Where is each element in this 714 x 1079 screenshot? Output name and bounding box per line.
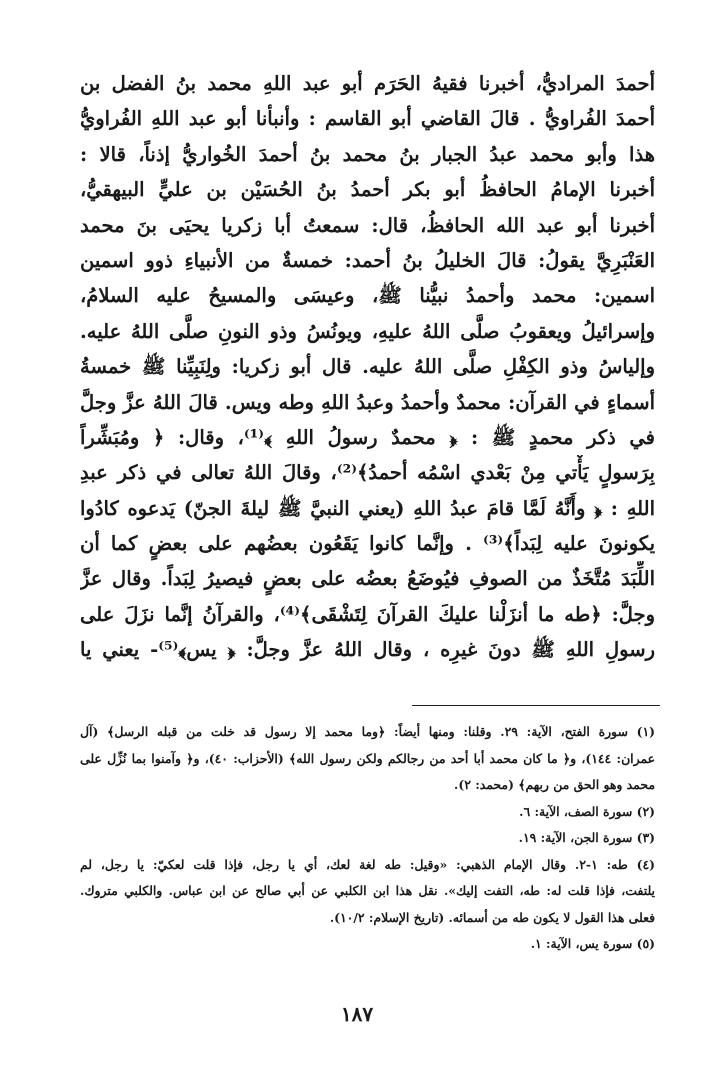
text-line: يكونونَ عليه لِبَداً﴾⁽³⁾ . وإنَّما كانوا يَقَعُون بعضُهم على بعضٍ كما أن <box>80 532 655 556</box>
text-line: أحمدَ المراديُّ، أخبرنا فقيهُ الحَرَم أبو عبد اللهِ محمد بنُ الفضل بن <box>80 72 655 95</box>
text-line: أسماءٍ في القرآن: محمدٌ وأحمدُ وعبدُ اللهِ وطه ويس. قالَ اللهُ عزَّ وجلَّ <box>80 390 655 414</box>
text-line: بِرَسولٍ يَأْتي مِنْ بَعْدي اسْمُه أحمدُ﴾⁽²⁾، وقالَ اللهُ تعالى في ذكر عبدِ <box>80 461 655 485</box>
text-line: وإسرائيلُ ويعقوبُ صلَّى اللهُ عليهِ، ويونُسُ وذو النونِ صلَّى اللهُ عليه. <box>80 319 655 343</box>
text-line: وجلَّ: ﴿طه ما أنزَلْنا عليكَ القرآنَ لِتَشْقَى﴾⁽⁴⁾، والقرآنُ إنَّما نزَلَ على <box>80 602 655 626</box>
text-line: هذا وأبو محمد عبدُ الجبار بنُ محمد بنُ أحمدَ الخُواريُّ إذناً، قالا : <box>80 142 655 166</box>
footnotes <box>80 719 655 958</box>
footnote-line: (٥) سورة يس، الآية: ١. <box>530 936 655 951</box>
footnote-divider <box>412 705 660 706</box>
text-line: رسولِ اللهِ ﷺ دونَ غيرِه ، وقال اللهُ عزَّ وجلَّ: ﴿ يس﴾⁽⁵⁾- يعني يا <box>80 638 655 662</box>
footnote-line: (١) سورة الفتح، الآية: ٢٩. وقلنا: ومنها أيضاً: ﴿وما محمد إلا رسول قد خلت من قبله الرسل﴾ (آل <box>80 724 655 739</box>
text-line: العَنْبَرِيَّ يقولُ: قالَ الخليلُ بنُ أحمد: خمسةٌ من الأنبياءِ ذوو اسمين <box>80 248 655 272</box>
main-text <box>80 66 655 668</box>
text-line: في ذكر محمدٍ ﷺ : ﴿ محمدٌ رسولُ اللهِ ﴾⁽¹⁾، وقال: ﴿ ومُبَشِّراً <box>80 425 655 449</box>
text-line: اللهِ : ﴿ وأَنَّهُ لَمَّا قامَ عبدُ اللهِ (يعني النبيَّ ﷺ ليلةَ الجنّ) يَدعوه كادُوا <box>80 496 655 520</box>
text-line: أخبرنا أبو عبد الله الحافظُ، قال: سمعتُ أبا زكريا يحيَى بنَ محمد <box>80 213 655 237</box>
text-line: اسمين: محمد وأحمدُ نبيُّنا ﷺ، وعيسَى والمسيحُ عليه السلامُ، <box>80 284 655 308</box>
page-number: ١٨٧ <box>340 1002 374 1026</box>
footnote-line: (٣) سورة الجن، الآية: ١٩. <box>518 830 655 845</box>
text-line: وإلياسُ وذو الكِفْلِ صلَّى اللهُ عليه. قال أبو زكريا: ولِنَبِيِّنا ﷺ خمسةُ <box>80 355 655 379</box>
text-line: اللِّبَدَ مُتَّخَذٌ من الصوفِ فيُوضَعُ بعضُه على بعضٍ فيصيرُ لِبَداً. وقال عزَّ <box>80 567 655 591</box>
footnote-line: (٤) طه: ١-٢. وقال الإمام الذهبي: «وقيل: طه لغة لعك، أي يا رجل، فإذا قلت لعكيّ: يا رجل، لم <box>80 856 655 872</box>
footnote-line: عمران: ١٤٤)، و﴿ ما كان محمد أبا أحد من رجالكم ولكن رسول الله﴾ (الأحزاب: ٤٠)، و﴿ وآمنوا بما نُزِّل على <box>80 750 655 766</box>
footnote-line: يلتفت، فإذا قلت له: طه، التفت إليك». نقل هذا ابن الكلبي عن أبي صالح عن ابن عباس. والكلبي متروك. <box>80 883 655 898</box>
footnote-line: فعلى هذا القول لا يكون طه من أسمائه. (تاريخ الإسلام: ١٠/٢). <box>329 909 655 925</box>
text-line: أحمدَ الفُراويُّ . قالَ القاضي أبو القاسم : وأنبأنا أبو عبد اللهِ الفُراويُّ <box>80 107 655 131</box>
footnote-line: محمد وهو الحق من ربهم﴾ (محمد: ٢). <box>454 777 655 792</box>
text-line: أخبرنا الإمامُ الحافظُ أبو بكر أحمدُ بنُ الحُسَيْن بن عليٍّ البيهقيُّ، <box>80 178 655 202</box>
footnote-line: (٢) سورة الصف، الآية: ٦. <box>519 803 655 819</box>
